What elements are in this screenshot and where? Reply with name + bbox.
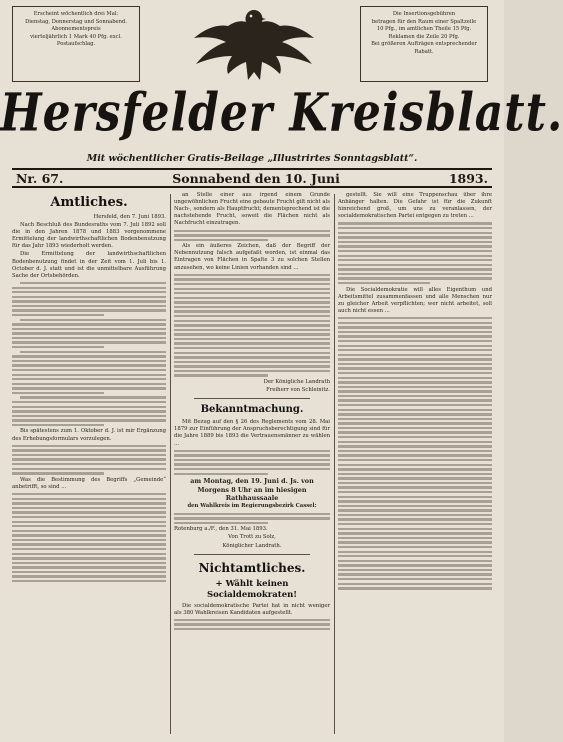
- article-paragraph: Die Ermittelung der landwirthschaftlichen Bodenbenutzung findet in der Zeit vom 1. Juli bis 1. October d. J. statt und ist die unmittelbare Ausführung Sache der Ortsbehörden.: [12, 251, 166, 279]
- section-heading-notice: Bekanntmachung.: [200, 404, 304, 416]
- notice-district: den Wahlkreis im Regierungsbezirk Cassel:: [187, 503, 317, 510]
- issue-number: Nr. 67.: [16, 170, 64, 186]
- column-rule: [334, 194, 335, 734]
- article-paragraph: an Stelle einer aus irgend einem Grunde ungewöhnlichen Frucht eine gebaute Frucht gilt nicht als Nach-, sondern als Hauptfrucht; dementsprechend ist die nachstehende Frucht, soweit die Flächen nicht als Nachfrucht einzutragen.: [174, 192, 330, 227]
- rates-line: Die Insertionsgebühren: [392, 11, 456, 17]
- subscription-info-box: [12, 6, 140, 82]
- eagle-emblem-icon: [188, 2, 320, 88]
- article-paragraph: Als ein äußeres Zeichen, daß der Begriff der Nebennutzung falsch aufgefaßt worden, ist einmal das Eintragen von Flächen in Spalte 3 zu solchen Stellen anzusehen, wo keine Linien vorhanden sind ...: [174, 243, 330, 271]
- article-paragraph: gestellt. Sie will eine Truppenschau über ihre Anhänger halten. Die Gefahr ist für die Zukunft hinreichend groß, um uns zu veranlassen, der socialdemokratischen Partei entgegen zu treten ...: [338, 192, 492, 220]
- article-text-lines: [174, 274, 330, 377]
- article-paragraph: Nach Beschluß des Bundesraths vom 7. Juli 1892 soll die in den Jahren 1878 und 1883 vorgenommene Ermittelung der landwirthschaftlichen Bodenbenutzung für das Jahr 1893 wiederholt werden.: [12, 222, 166, 250]
- issue-year: 1893.: [448, 170, 488, 186]
- newspaper-subtitle: Mit wöchentlicher Gratis-Beilage „Illustrirtes Sonntagsblatt“.: [86, 153, 418, 164]
- rates-line: Reklamen die Zeile 20 Pfg.: [388, 33, 460, 40]
- section-heading-official: Amtliches.: [50, 195, 128, 210]
- issue-date: Sonnabend den 10. Juni: [172, 170, 340, 186]
- article-headline: + Wählt keinen Socialdemokraten!: [206, 578, 298, 600]
- article-text-lines: [174, 450, 330, 475]
- signature-name: Freiherr von Schleinitz.: [266, 387, 330, 394]
- advertising-rates-box: [360, 6, 488, 82]
- article-text-lines: [174, 230, 330, 242]
- column-official: [12, 192, 166, 738]
- column-middle: [174, 192, 330, 738]
- section-heading-nonofficial: Nichtamtliches.: [198, 560, 306, 575]
- notice-sign-name: Von Trott zu Solz,: [228, 534, 276, 541]
- signature-office: Der Königliche Landrath: [263, 379, 330, 386]
- rates-line: Bei größeren Aufträgen entsprechender: [371, 41, 477, 48]
- dateline: Hersfeld, den 7. Juni 1893.: [93, 214, 166, 220]
- article-paragraph: Die Socialdemokratie will alles Eigenthum und Arbeitsmittel zusammenfassen und alle Menschen nur zu gleicher Arbeit verpflichten; wer nicht arbeitet, soll auch nicht essen ...: [338, 286, 492, 314]
- subscription-line: Abonnementspreis: [51, 26, 101, 33]
- notice-date-emphasis: am Montag, den 19. Juni d. Js. von Morgens 8 Uhr an im hiesigen Rathhaussaale: [190, 477, 314, 502]
- issue-bar: [12, 168, 492, 188]
- notice-sign-place: Rotenburg a./F., den 31. Mai 1893.: [174, 526, 268, 533]
- article-text-lines: [12, 445, 166, 475]
- divider: [194, 398, 310, 399]
- rates-line: betragen für den Raum einer Spaltzeile: [371, 18, 477, 25]
- article-text-lines: [174, 619, 330, 631]
- notice-paragraph: Mit Bezug auf den § 26 des Reglements vom 28. Mai 1879 zur Einführung der Anspruchsberechtigung sind für die Jahre 1889 bis 1893 die Vertrauensmänner zu wählen ...: [174, 419, 330, 447]
- subscription-line: Postaufschlag.: [56, 41, 96, 48]
- article-text-lines: [174, 513, 330, 525]
- subscription-line: Dienstag, Donnerstag und Sonnabend.: [25, 18, 127, 25]
- article-paragraph: Die socialdemokratische Partei hat in nicht weniger als 380 Wahlkreisen Kandidaten aufgestellt.: [174, 602, 330, 616]
- rates-line: Rabatt.: [414, 48, 434, 55]
- column-rule: [170, 194, 171, 734]
- article-text-lines: [338, 317, 492, 590]
- subscription-line: Erscheint wöchentlich drei Mal:: [33, 11, 119, 17]
- article-paragraph: Bis spätestens zum 1. Oktober d. J. ist mir Ergänzung des Erhebungsformulars vorzulegen.: [12, 428, 166, 442]
- divider: [194, 554, 310, 555]
- newspaper-title: Hersfelder Kreisblatt.: [0, 83, 563, 144]
- column-right: [338, 192, 492, 738]
- notice-sign-title: Königlicher Landrath.: [222, 542, 282, 549]
- subscription-line: vierteljährlich 1 Mark 40 Pfg. excl.: [30, 33, 122, 40]
- article-paragraph: Was die Bestimmung des Begriffs „Gemeinde“ anbetrifft, so sind ...: [12, 476, 166, 490]
- article-text-lines: [12, 282, 166, 426]
- article-text-lines: [338, 222, 492, 284]
- rates-line: 10 Pfg., im amtlichen Theile 15 Pfg.: [376, 26, 472, 33]
- article-text-lines: [12, 493, 166, 582]
